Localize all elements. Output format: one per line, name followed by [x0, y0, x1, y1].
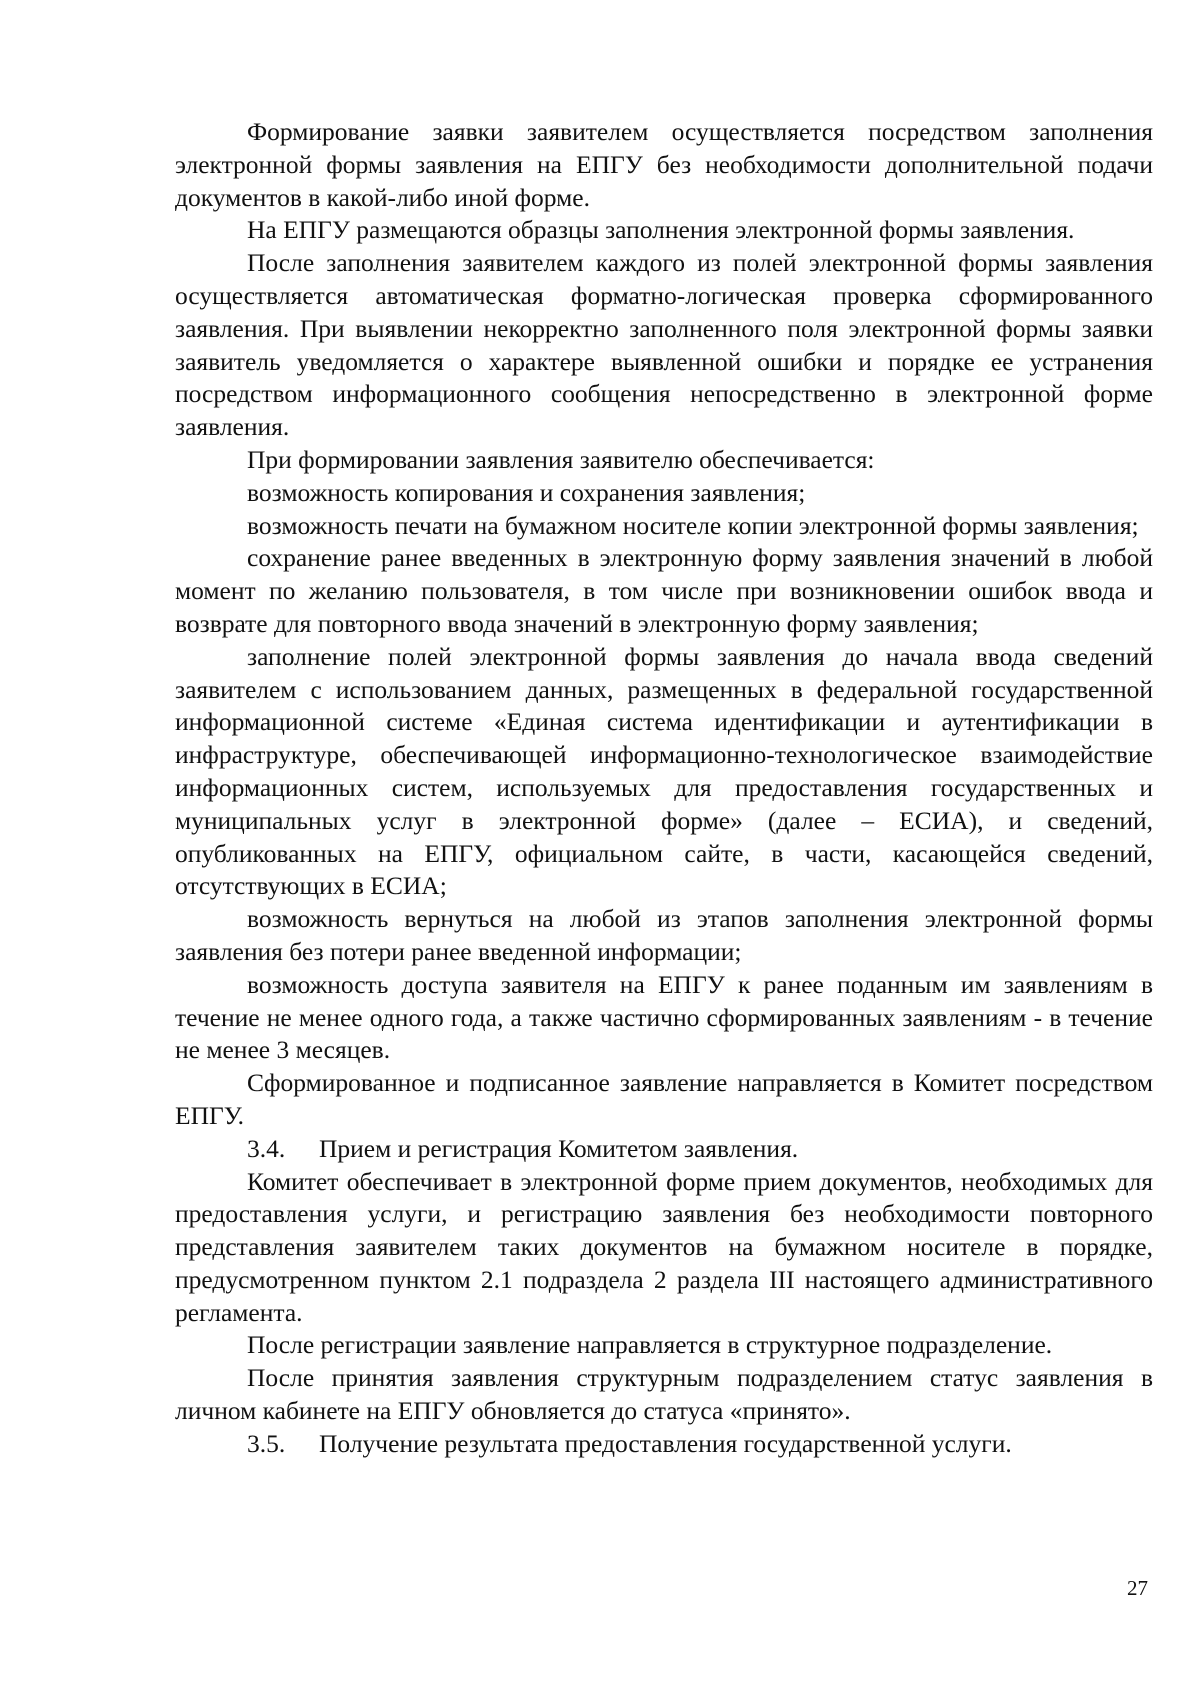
list-item-copy-save: возможность копирования и сохранения заявления; — [247, 477, 806, 507]
section-title-3-4: Прием и регистрация Комитетом заявления. — [319, 1133, 799, 1163]
list-item-access-applications: возможность доступа заявителя на ЕПГУ к ранее поданным им заявлениям в течение не менее одного года, а также частично сформированных заявлениям - в течение не менее 3 месяцев. — [175, 969, 1153, 1065]
paragraph-committee-registration: Комитет обеспечивает в электронной форме прием документов, необходимых для предоставления услуги, и регистрацию заявления без необходимости повторного представления заявителем таких документов на бумажном носителе в порядке, предусмотренном пунктом 2.1 подраздела 2 раздела III настоящего административного регламента. — [175, 1166, 1153, 1327]
paragraph-samples-posted: На ЕПГУ размещаются образцы заполнения электронной формы заявления. — [247, 215, 1075, 245]
list-item-save-values: сохранение ранее введенных в электронную форму заявления значений в любой момент по желанию пользователя, в том числе при возникновении ошибок ввода и возврате для повторного ввода значений в электронную форму заявления; — [175, 543, 1153, 638]
section-title-3-5: Получение результата предоставления государственной услуги. — [319, 1428, 1012, 1458]
section-number-3-5: 3.5. — [247, 1428, 286, 1458]
section-number-3-4: 3.4. — [247, 1133, 286, 1163]
paragraph-signed-application: Сформированное и подписанное заявление направляется в Комитет посредством ЕПГУ. — [175, 1068, 1153, 1130]
paragraph-after-registration: После регистрации заявление направляется в структурное подразделение. — [247, 1330, 1053, 1360]
list-item-return-to-step: возможность вернуться на любой из этапов заполнения электронной формы заявления без потери ранее введенной информации; — [175, 904, 1153, 966]
page-number: 27 — [1127, 1576, 1148, 1600]
list-item-print: возможность печати на бумажном носителе копии электронной формы заявления; — [247, 510, 1139, 540]
list-item-esia-prefill: заполнение полей электронной формы заявления до начала ввода сведений заявителем с использованием данных, размещенных в федеральной государственной информационной системе «Единая система идентификации и аутентификации в инфраструктуре, обеспечивающей информационно-технологическое взаимодействие информационных систем, используемых для предоставления государственных и муниципальных услуг в электронной форме» (далее – ЕСИА), и сведений, опубликованных на ЕПГУ, официальном сайте, в части, касающейся сведений, отсутствующих в ЕСИА; — [175, 641, 1153, 901]
paragraph-format-logic-check: После заполнения заявителем каждого из полей электронной формы заявления осуществляется автоматическая форматно-логическая проверка сформированного заявления. При выявлении некорректно заполненного поля электронной формы заявки заявитель уведомляется о характере выявленной ошибки и порядке ее устранения посредством информационного сообщения непосредственно в электронной форме заявления. — [175, 248, 1153, 442]
document-body — [175, 116, 1153, 1461]
paragraph-status-update: После принятия заявления структурным подразделением статус заявления в личном кабинете на ЕПГУ обновляется до статуса «принято». — [175, 1363, 1153, 1426]
paragraph-provided-features-intro: При формировании заявления заявителю обеспечивается: — [247, 444, 875, 474]
section-heading-3-5 — [175, 1428, 1153, 1461]
paragraph-application-formation: Формирование заявки заявителем осуществляется посредством заполнения электронной формы заявления на ЕПГУ без необходимости дополнительной подачи документов в какой-либо иной форме. — [175, 117, 1153, 212]
section-heading-3-4 — [175, 1133, 1153, 1166]
